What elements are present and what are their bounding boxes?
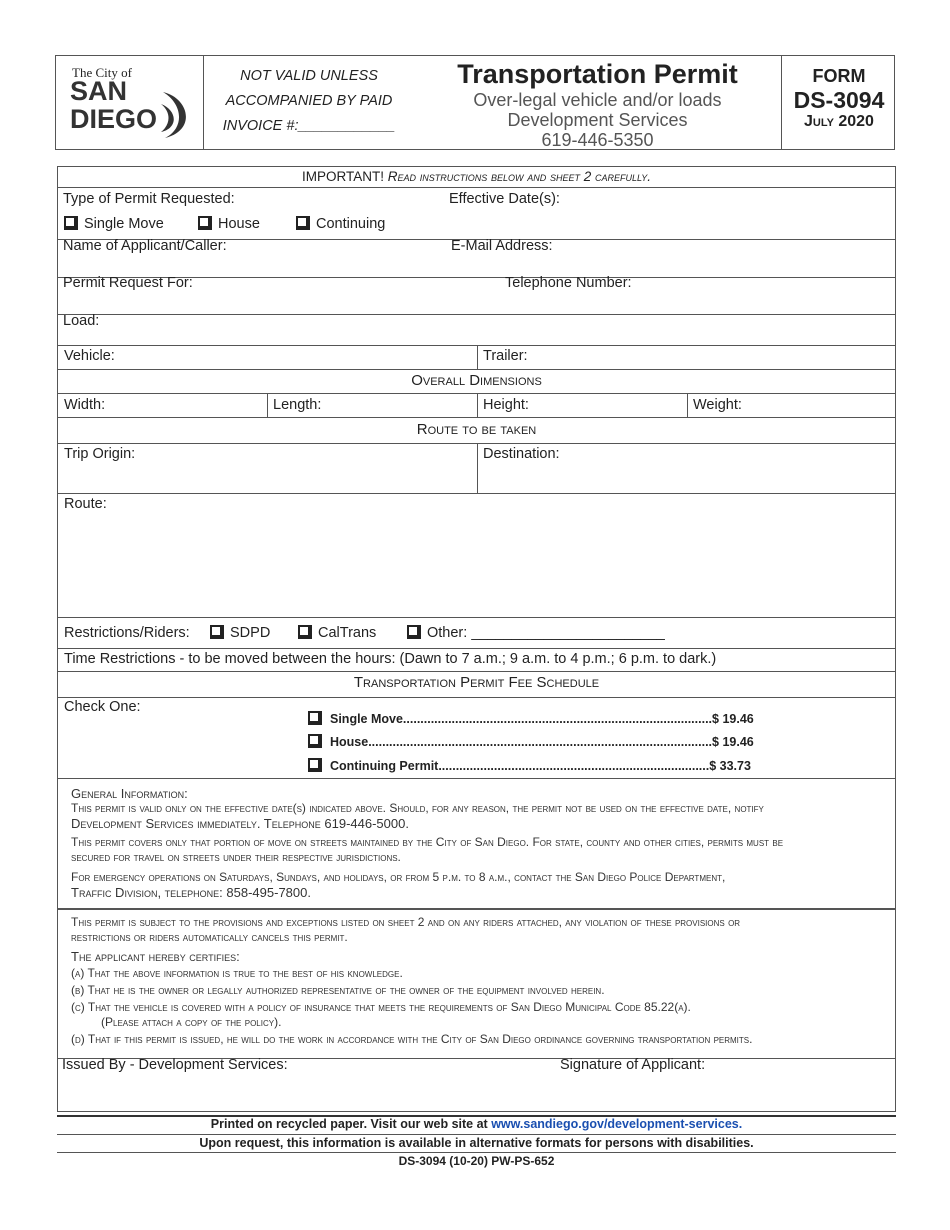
important-notice <box>58 169 895 184</box>
not-valid-line2: ACCOMPANIED BY PAID <box>225 93 393 109</box>
divider <box>58 617 895 618</box>
divider <box>58 417 895 418</box>
email-field[interactable]: E-Mail Address: <box>451 238 553 254</box>
logo-city-of: The City of <box>72 65 132 80</box>
footer-line1 <box>57 1117 896 1131</box>
divider <box>477 443 478 493</box>
load-field[interactable]: Load: <box>63 313 100 329</box>
cert-item-d: (d) That if this permit is issued, he will do the work in accordance with the City of San Diego ordinance governing transportation permits. <box>71 1032 753 1046</box>
other-checkbox[interactable] <box>407 625 421 639</box>
continuing-label: Continuing <box>316 216 386 232</box>
certification-text <box>71 915 886 1047</box>
length-field[interactable]: Length: <box>273 397 322 413</box>
fee-single-checkbox[interactable] <box>308 711 322 725</box>
footer-recycled-text: Printed on recycled paper. Visit our web site at <box>210 1117 488 1131</box>
caltrans-label: CalTrans <box>318 625 377 641</box>
other-field[interactable]: Other: ________________________ <box>427 625 665 641</box>
telephone-field[interactable]: Telephone Number: <box>505 275 632 291</box>
divider <box>477 393 478 417</box>
divider <box>477 345 478 369</box>
permit-request-field[interactable]: Permit Request For: <box>63 275 193 291</box>
permit-form <box>57 166 896 779</box>
divider <box>687 393 688 417</box>
trailer-field[interactable]: Trailer: <box>483 348 528 364</box>
form-id-block <box>781 56 896 149</box>
fee-schedule-heading: Transportation Permit Fee Schedule <box>353 674 600 691</box>
option-single-move[interactable] <box>64 216 164 232</box>
general-info-text <box>71 786 886 900</box>
fee-continuing[interactable] <box>308 758 758 773</box>
restriction-caltrans[interactable] <box>298 625 376 641</box>
city-logo <box>56 56 204 149</box>
cert-p1-line2: restrictions or riders automatically cancels this permit. <box>71 930 348 944</box>
option-house[interactable] <box>198 216 260 232</box>
subtitle-1: Over-legal vehicle and/or loads <box>473 90 722 110</box>
route-heading: Route to be taken <box>416 421 537 438</box>
continuing-checkbox[interactable] <box>296 216 310 230</box>
fee-continuing-label: Continuing Permit..............................................................................$ 33.73 <box>330 759 751 773</box>
trip-origin-field[interactable]: Trip Origin: <box>64 446 136 462</box>
fee-house-label: House...................................................................................................$ 19.46 <box>330 735 754 749</box>
height-field[interactable]: Height: <box>483 397 529 413</box>
effective-dates-label: Effective Date(s): <box>449 191 560 207</box>
width-field[interactable]: Width: <box>64 397 106 413</box>
cert-item-b: (b) That he is the owner or legally authorized representative of the owner of the equipment involved herein. <box>71 983 605 997</box>
issued-by-field[interactable]: Issued By - Development Services: <box>62 1057 288 1073</box>
general-info-heading: General Information: <box>71 786 188 801</box>
general-p3-line1: For emergency operations on Saturdays, Sundays, and holidays, or from 5 p.m. to 8 a.m., contact the San Diego Police Department, <box>71 870 726 884</box>
fee-continuing-checkbox[interactable] <box>308 758 322 772</box>
form-date: July 2020 <box>804 113 874 130</box>
subtitle-2: Development Services <box>507 110 688 130</box>
sdpd-checkbox[interactable] <box>210 625 224 639</box>
fee-single-move[interactable] <box>308 711 758 726</box>
logo-san: SAN <box>70 76 128 106</box>
destination-field[interactable]: Destination: <box>483 446 560 462</box>
vehicle-field[interactable]: Vehicle: <box>64 348 115 364</box>
single-move-label: Single Move <box>84 216 164 232</box>
divider <box>58 369 895 370</box>
overall-dimensions-heading: Overall Dimensions <box>411 372 542 389</box>
applicant-signature-field[interactable]: Signature of Applicant: <box>560 1057 706 1073</box>
important-text: Read instructions below and sheet 2 carefully. <box>387 169 651 184</box>
house-checkbox[interactable] <box>198 216 212 230</box>
fee-single-label: Single Move.........................................................................................$ 19.46 <box>330 712 754 726</box>
form-header <box>55 55 895 150</box>
cert-heading: The applicant hereby certifies: <box>71 949 240 964</box>
restrictions-label: Restrictions/Riders: <box>64 625 190 641</box>
cert-p1-line1: This permit is subject to the provisions and exceptions listed on sheet 2 and on any riders attached, any violation of these provisions or <box>71 915 741 929</box>
sdpd-label: SDPD <box>230 625 271 641</box>
cert-item-a: (a) That the above information is true to the best of his knowledge. <box>71 966 403 980</box>
phone-number: 619-446-5350 <box>541 130 654 150</box>
not-valid-line1: NOT VALID UNLESS <box>240 68 378 84</box>
not-valid-notice <box>204 56 414 149</box>
footer-accessibility: Upon request, this information is available in alternative formats for persons with disabilities. <box>199 1136 754 1150</box>
weight-field[interactable]: Weight: <box>693 397 742 413</box>
divider <box>58 493 895 494</box>
divider <box>267 393 268 417</box>
wave-logo-icon <box>159 90 195 140</box>
restriction-sdpd[interactable] <box>210 625 270 641</box>
fee-house-checkbox[interactable] <box>308 734 322 748</box>
option-continuing[interactable] <box>296 216 385 232</box>
route-field[interactable]: Route: <box>64 496 107 512</box>
general-p2-line2: secured for travel on streets under their respective jurisdictions. <box>71 850 401 864</box>
divider <box>58 648 895 649</box>
fee-house[interactable] <box>308 734 758 749</box>
footer-rule <box>57 1152 896 1153</box>
divider <box>58 671 895 672</box>
signature-section <box>57 1059 896 1112</box>
important-prefix: IMPORTANT! <box>301 169 384 184</box>
title-block <box>414 56 781 149</box>
certification-section <box>57 909 896 1059</box>
house-label: House <box>218 216 260 232</box>
type-of-permit-label: Type of Permit Requested: <box>63 191 235 207</box>
divider <box>58 314 895 315</box>
general-p3-line2: Traffic Division, telephone: 858-495-7800. <box>71 885 311 900</box>
form-label: FORM <box>812 66 866 86</box>
divider <box>58 187 895 188</box>
invoice-number-field[interactable]: INVOICE #:____________ <box>222 118 396 134</box>
cert-item-c-note: (Please attach a copy of the policy). <box>101 1015 282 1029</box>
cert-item-c: (c) That the vehicle is covered with a policy of insurance that meets the requirements of San Diego Municipal Code 85.22(a). <box>71 1000 691 1014</box>
check-one-label: Check One: <box>64 699 141 715</box>
form-number: DS-3094 <box>793 87 885 113</box>
restriction-other[interactable] <box>407 625 665 641</box>
general-p1-line2: Development Services immediately. Telephone 619-446-5000. <box>71 816 409 831</box>
single-move-checkbox[interactable] <box>64 216 78 230</box>
general-information <box>57 779 896 909</box>
divider <box>58 697 895 698</box>
website-link[interactable]: www.sandiego.gov/development-services. <box>491 1117 743 1131</box>
page-title: Transportation Permit <box>457 59 738 89</box>
time-restrictions: Time Restrictions - to be moved between the hours: (Dawn to 7 a.m.; 9 a.m. to 4 p.m.; 6 p.m. to dark.) <box>64 651 717 667</box>
general-p1-line1: This permit is valid only on the effective date(s) indicated above. Should, for any reason, the permit not be used on the effective date, notify <box>71 801 764 815</box>
footer-rule <box>57 1134 896 1135</box>
logo-diego: DIEGO <box>70 104 158 134</box>
form-code: DS-3094 (10-20) PW-PS-652 <box>398 1154 555 1168</box>
general-p2-line1: This permit covers only that portion of move on streets maintained by the City of San Diego. For state, county and other cities, permits must be <box>71 835 784 849</box>
caltrans-checkbox[interactable] <box>298 625 312 639</box>
applicant-name-field[interactable]: Name of Applicant/Caller: <box>63 238 227 254</box>
